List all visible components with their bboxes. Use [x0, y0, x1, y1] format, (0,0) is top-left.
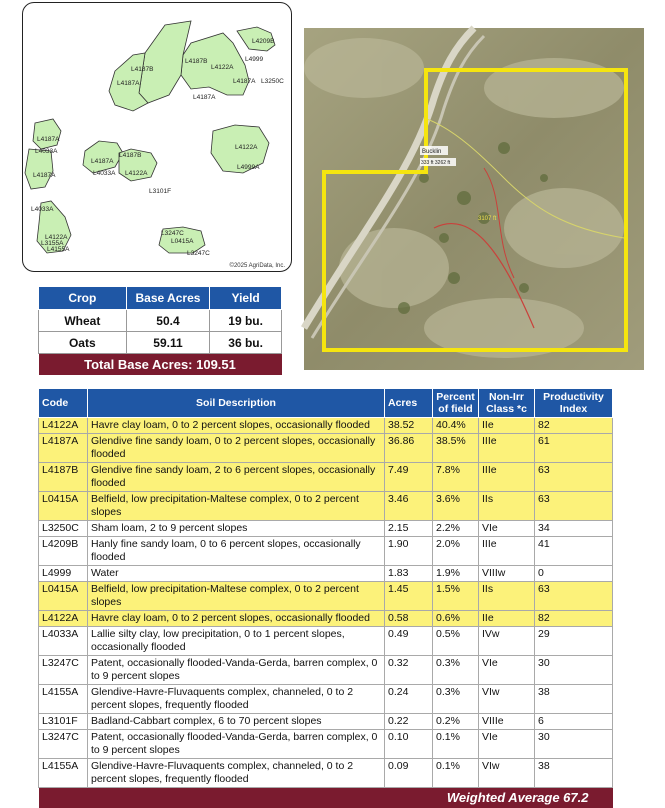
soil-code: L4999 [39, 566, 88, 582]
description-header: Soil Description [88, 389, 385, 418]
soil-row [39, 656, 613, 685]
soil-row [39, 627, 613, 656]
soil-acres: 1.90 [385, 537, 433, 566]
map-label: L3247C [161, 230, 184, 237]
aerial-label: 333 ft 3262 ft [421, 160, 451, 166]
soil-code: L0415A [39, 492, 88, 521]
percent-header-line2: of field [438, 403, 473, 415]
soil-percent: 7.8% [433, 463, 479, 492]
soil-index: 82 [535, 418, 613, 434]
map-copyright: ©2025 AgriData, Inc. [229, 263, 285, 269]
crop-total-row [39, 354, 282, 375]
soil-acres: 1.45 [385, 582, 433, 611]
map-label: L0415A [171, 238, 194, 245]
map-label: L4187A [233, 78, 256, 85]
soil-description: Belfield, low precipitation-Maltese complex, 0 to 2 percent slopes [88, 492, 385, 521]
soil-index: 30 [535, 730, 613, 759]
map-label: L4187A [91, 158, 114, 165]
soil-description: Glendive fine sandy loam, 2 to 6 percent slopes, occasionally flooded [88, 463, 385, 492]
soil-percent: 1.5% [433, 582, 479, 611]
soil-acres: 0.10 [385, 730, 433, 759]
soil-code: L4122A [39, 611, 88, 627]
crop-table [38, 286, 282, 375]
crop-row [39, 310, 282, 332]
soil-class: VIe [479, 521, 535, 537]
soil-description: Sham loam, 2 to 9 percent slopes [88, 521, 385, 537]
soil-index: 34 [535, 521, 613, 537]
soil-description: Glendive-Havre-Fluvaquents complex, channeled, 0 to 2 percent slopes, frequently flooded [88, 685, 385, 714]
soil-polygon [33, 119, 61, 149]
soil-percent: 0.3% [433, 656, 479, 685]
soil-code: L4187A [39, 434, 88, 463]
soil-map [22, 2, 292, 272]
soil-index: 38 [535, 759, 613, 788]
index-header-line1: Productivity [543, 391, 604, 403]
soil-polygon [25, 149, 53, 189]
code-header: Code [39, 389, 88, 418]
map-label: L3101F [149, 188, 172, 195]
crop-header: Crop [39, 287, 127, 310]
soil-code: L0415A [39, 582, 88, 611]
crop-table-header [39, 287, 282, 310]
soil-class: IIe [479, 611, 535, 627]
soil-class: IIe [479, 418, 535, 434]
soil-class: VIw [479, 759, 535, 788]
soil-acres: 3.46 [385, 492, 433, 521]
soil-row [39, 463, 613, 492]
soil-acres: 0.32 [385, 656, 433, 685]
soil-table [38, 388, 613, 808]
soil-acres: 7.49 [385, 463, 433, 492]
soil-row [39, 418, 613, 434]
map-label: L4187B [131, 66, 154, 73]
soil-description: Water [88, 566, 385, 582]
map-label: L4999A [237, 164, 260, 171]
soil-percent: 0.1% [433, 730, 479, 759]
soil-percent: 0.5% [433, 627, 479, 656]
soil-acres: 2.15 [385, 521, 433, 537]
soil-class: VIIIw [479, 566, 535, 582]
soil-row [39, 759, 613, 788]
soil-code: L4122A [39, 418, 88, 434]
soil-index: 41 [535, 537, 613, 566]
soil-percent: 40.4% [433, 418, 479, 434]
soil-percent: 1.9% [433, 566, 479, 582]
soil-index: 0 [535, 566, 613, 582]
soil-class: VIe [479, 730, 535, 759]
soil-class: IIs [479, 582, 535, 611]
soil-class: IIIe [479, 434, 535, 463]
map-label: L4033A [93, 170, 116, 177]
map-label: L3247C [187, 250, 210, 257]
soil-class: VIw [479, 685, 535, 714]
crop-base-acres: 50.4 [126, 310, 210, 332]
soil-code: L4033A [39, 627, 88, 656]
soil-class: VIe [479, 656, 535, 685]
soil-row [39, 714, 613, 730]
soil-code: L4209B [39, 537, 88, 566]
base-acres-header: Base Acres [126, 287, 210, 310]
map-label: L4187A [37, 136, 60, 143]
map-label: L4122A [45, 234, 68, 241]
soil-code: L4155A [39, 685, 88, 714]
soil-description: Patent, occasionally flooded-Vanda-Gerda, barren complex, 0 to 9 percent slopes [88, 656, 385, 685]
soil-description: Patent, occasionally flooded-Vanda-Gerda, barren complex, 0 to 9 percent slopes [88, 730, 385, 759]
soil-percent: 0.2% [433, 714, 479, 730]
map-label: L4122A [125, 170, 148, 177]
soil-acres: 38.52 [385, 418, 433, 434]
map-label: L4187B [119, 152, 142, 159]
soil-description: Lallie silty clay, low precipitation, 0 to 1 percent slopes, occasionally flooded [88, 627, 385, 656]
map-label: L4187B [185, 58, 208, 65]
soil-polygons [23, 3, 293, 273]
soil-percent: 3.6% [433, 492, 479, 521]
soil-acres: 0.58 [385, 611, 433, 627]
soil-polygon [83, 141, 123, 173]
soil-class: IVw [479, 627, 535, 656]
soil-acres: 0.49 [385, 627, 433, 656]
soil-description: Havre clay loam, 0 to 2 percent slopes, occasionally flooded [88, 418, 385, 434]
soil-percent: 0.1% [433, 759, 479, 788]
soil-description: Glendive fine sandy loam, 0 to 2 percent slopes, occasionally flooded [88, 434, 385, 463]
soil-acres: 1.83 [385, 566, 433, 582]
percent-header-line1: Percent [436, 391, 475, 403]
weighted-average: Weighted Average 67.2 [39, 788, 613, 808]
soil-code: L4187B [39, 463, 88, 492]
map-label: L4033A [35, 148, 58, 155]
map-label: L4122A [211, 64, 234, 71]
class-header-line1: Non-Irr [489, 391, 524, 403]
soil-code: L3247C [39, 656, 88, 685]
index-header [535, 389, 613, 418]
soil-index: 63 [535, 582, 613, 611]
aerial-label: Bucklin [422, 149, 442, 155]
map-label: L4187A [33, 172, 56, 179]
soil-percent: 2.2% [433, 521, 479, 537]
soil-row [39, 434, 613, 463]
crop-name: Oats [39, 332, 127, 354]
acres-header: Acres [385, 389, 433, 418]
soil-index: 63 [535, 463, 613, 492]
soil-description: Havre clay loam, 0 to 2 percent slopes, occasionally flooded [88, 611, 385, 627]
soil-class: IIs [479, 492, 535, 521]
soil-row [39, 611, 613, 627]
soil-table-body [39, 418, 613, 788]
yield-header: Yield [210, 287, 282, 310]
soil-row [39, 582, 613, 611]
soil-description: Belfield, low precipitation-Maltese complex, 0 to 2 percent slopes [88, 582, 385, 611]
soil-index: 6 [535, 714, 613, 730]
soil-row [39, 537, 613, 566]
soil-acres: 36.86 [385, 434, 433, 463]
crop-yield: 36 bu. [210, 332, 282, 354]
soil-code: L3101F [39, 714, 88, 730]
soil-percent: 38.5% [433, 434, 479, 463]
soil-percent: 0.6% [433, 611, 479, 627]
soil-row [39, 730, 613, 759]
map-label: L4187A [117, 80, 140, 87]
map-label: L4209B [252, 38, 275, 45]
soil-index: 38 [535, 685, 613, 714]
soil-index: 82 [535, 611, 613, 627]
index-header-line2: Index [559, 403, 588, 415]
crop-name: Wheat [39, 310, 127, 332]
soil-class: IIIe [479, 537, 535, 566]
soil-index: 61 [535, 434, 613, 463]
map-label: L3250C [261, 78, 284, 85]
map-label: L4187A [193, 94, 216, 101]
soil-percent: 2.0% [433, 537, 479, 566]
soil-row [39, 492, 613, 521]
map-label: L3155A [41, 240, 64, 247]
soil-acres: 0.22 [385, 714, 433, 730]
soil-code: L3247C [39, 730, 88, 759]
class-header-line2: Class *c [486, 403, 527, 415]
map-label: L4999 [245, 56, 264, 63]
aerial-photo [304, 28, 644, 370]
soil-class: VIIIe [479, 714, 535, 730]
soil-code: L3250C [39, 521, 88, 537]
soil-description: Badland-Cabbart complex, 6 to 70 percent slopes [88, 714, 385, 730]
soil-table-header [39, 389, 613, 418]
soil-code: L4155A [39, 759, 88, 788]
crop-base-acres: 59.11 [126, 332, 210, 354]
crop-row [39, 332, 282, 354]
soil-description: Glendive-Havre-Fluvaquents complex, channeled, 0 to 2 percent slopes, frequently flooded [88, 759, 385, 788]
map-label: L4122A [235, 144, 258, 151]
aerial-label: 3107 ft [478, 216, 497, 222]
soil-index: 29 [535, 627, 613, 656]
soil-index: 63 [535, 492, 613, 521]
soil-row [39, 566, 613, 582]
crop-yield: 19 bu. [210, 310, 282, 332]
weighted-average-row [39, 788, 613, 808]
total-base-acres: Total Base Acres: 109.51 [39, 354, 282, 375]
soil-description: Hanly fine sandy loam, 0 to 6 percent slopes, occasionally flooded [88, 537, 385, 566]
map-label: L4155A [47, 246, 70, 253]
soil-acres: 0.24 [385, 685, 433, 714]
soil-index: 30 [535, 656, 613, 685]
class-header [479, 389, 535, 418]
map-label: L4033A [31, 206, 54, 213]
soil-acres: 0.09 [385, 759, 433, 788]
soil-row [39, 685, 613, 714]
soil-row [39, 521, 613, 537]
soil-class: IIIe [479, 463, 535, 492]
aerial-drawing [304, 28, 644, 370]
percent-header [433, 389, 479, 418]
soil-percent: 0.3% [433, 685, 479, 714]
